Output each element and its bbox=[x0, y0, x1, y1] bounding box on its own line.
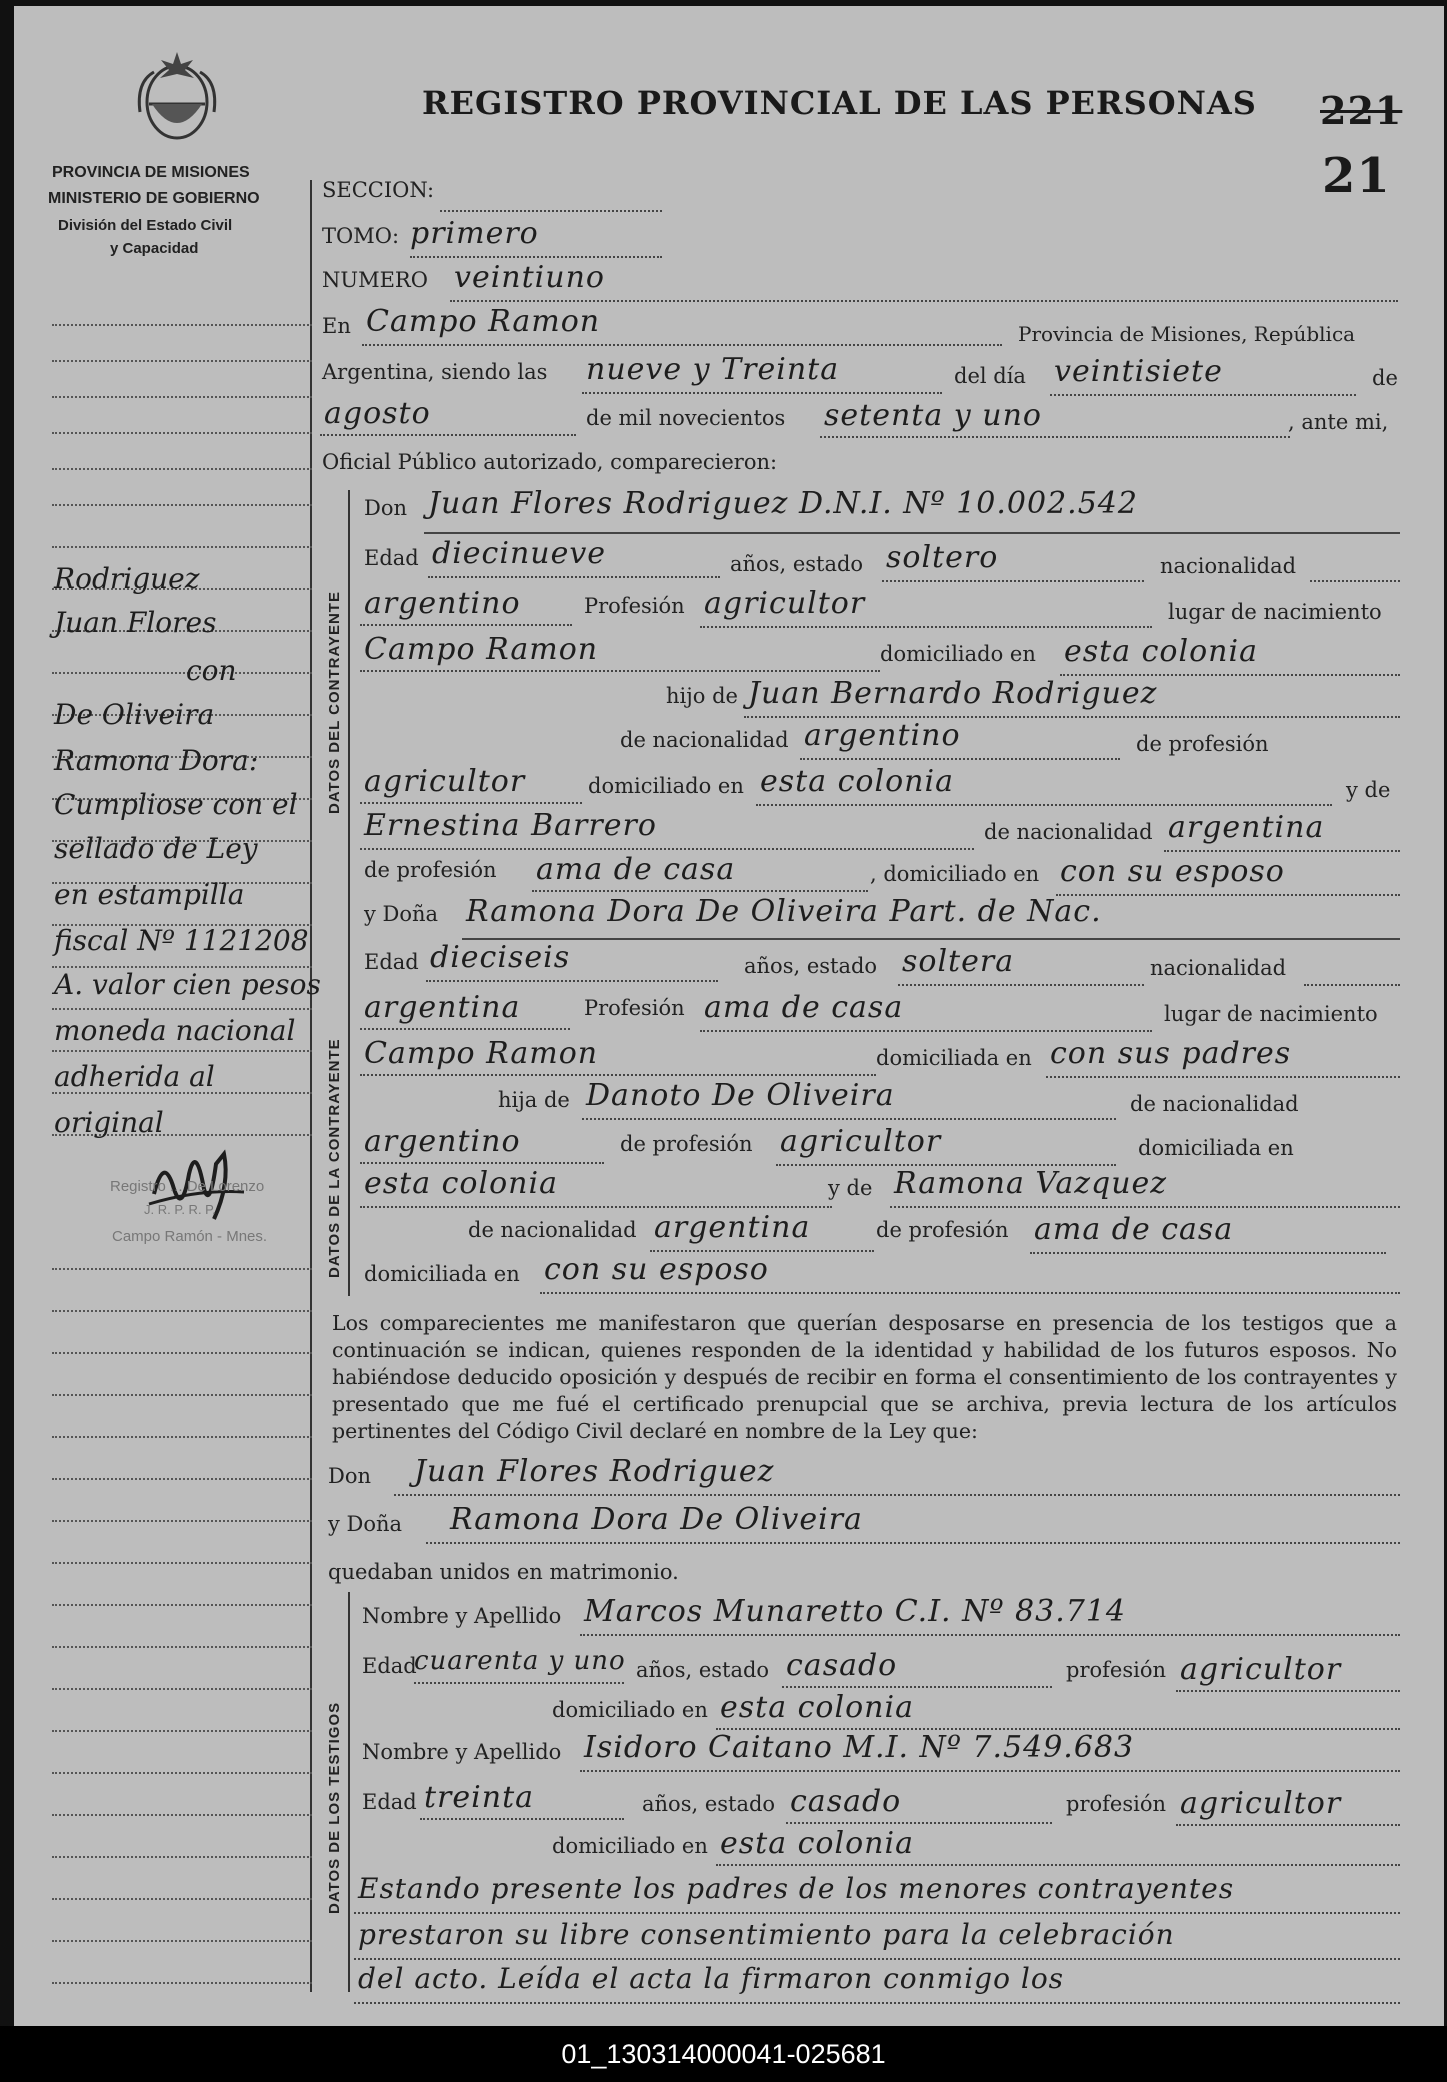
w2-dom-value: esta colonia bbox=[720, 1826, 914, 1861]
decl-closing: quedaban unidos en matrimonio. bbox=[328, 1560, 679, 1584]
bride-domicile-value: con sus padres bbox=[1050, 1036, 1292, 1071]
margin-line bbox=[52, 1604, 312, 1606]
groom-mother-prof-line bbox=[532, 890, 868, 892]
groom-section-divider bbox=[348, 490, 350, 956]
margin-note-line: Cumpliose con el bbox=[54, 788, 298, 821]
bride-mother-dom-value: con su esposo bbox=[544, 1252, 769, 1287]
w2-profesion-label: profesión bbox=[1066, 1792, 1166, 1816]
margin-note-line: Ramona Dora: bbox=[54, 744, 259, 777]
groom-domiciliado-label: domiciliado en bbox=[880, 642, 1036, 666]
bride-nacionalidad-line bbox=[1304, 984, 1400, 986]
bride-lugar-label: lugar de nacimiento bbox=[1164, 1002, 1378, 1026]
record-number: 21 bbox=[1322, 148, 1391, 204]
province-label: PROVINCIA DE MISIONES bbox=[52, 164, 250, 181]
bride-anios-estado: años, estado bbox=[744, 954, 878, 978]
w2-estado-value: casado bbox=[790, 1784, 902, 1819]
bride-estado-line bbox=[898, 984, 1144, 986]
year-value: setenta y uno bbox=[824, 398, 1042, 433]
groom-age-value: diecinueve bbox=[432, 536, 607, 571]
margin-line bbox=[52, 1394, 312, 1396]
w1-name-line bbox=[580, 1634, 1400, 1636]
w1-age-value: cuarenta y uno bbox=[414, 1646, 626, 1676]
division-label-1: División del Estado Civil bbox=[58, 217, 233, 234]
bride-section-divider bbox=[348, 944, 350, 1296]
hour-field-line bbox=[582, 392, 942, 394]
bride-father-dom-value: esta colonia bbox=[364, 1166, 558, 1201]
bride-nationality-value: argentina bbox=[364, 990, 521, 1025]
bride-nationality-line bbox=[360, 1028, 570, 1030]
groom-father-nat-label: de nacionalidad bbox=[620, 728, 789, 752]
crossed-number: 221 bbox=[1320, 88, 1403, 133]
bride-domiciliada-label: domiciliada en bbox=[876, 1046, 1032, 1070]
w2-edad-label: Edad bbox=[362, 1790, 417, 1814]
argentina-text: Argentina, siendo las bbox=[322, 360, 548, 384]
division-label-2: y Capacidad bbox=[110, 240, 199, 257]
bride-age-value: dieciseis bbox=[430, 940, 571, 975]
groom-nationality-line bbox=[360, 624, 572, 626]
seccion-label: SECCION: bbox=[322, 178, 435, 202]
bride-mother-prof-value: ama de casa bbox=[1034, 1212, 1234, 1247]
bride-profesion-label: Profesión bbox=[584, 996, 685, 1020]
margin-line bbox=[52, 1646, 312, 1648]
bride-father-prof-label: de profesión bbox=[620, 1132, 753, 1156]
margin-line bbox=[52, 504, 312, 506]
w2-estado-line bbox=[786, 1822, 1052, 1824]
margin-note-line: en estampilla bbox=[54, 878, 245, 911]
groom-anios-estado: años, estado bbox=[730, 552, 864, 576]
margin-line bbox=[52, 1352, 312, 1354]
bride-dona-label: y Doña bbox=[364, 902, 439, 926]
en-label: En bbox=[322, 314, 351, 338]
groom-mother-nat-value: argentina bbox=[1168, 810, 1325, 845]
stamp-line: J. R. P. R. P. bbox=[144, 1202, 216, 1217]
numero-value: veintiuno bbox=[454, 260, 605, 295]
groom-estado-line bbox=[882, 580, 1144, 582]
w1-name-value: Marcos Munaretto C.I. Nº 83.714 bbox=[584, 1594, 1126, 1629]
bride-profession-value: ama de casa bbox=[704, 990, 904, 1025]
groom-mother-dom-line bbox=[1056, 894, 1400, 896]
bride-estado-value: soltera bbox=[902, 944, 1015, 979]
groom-mother-nat-line bbox=[1164, 850, 1400, 852]
bride-father-nat-value: argentino bbox=[364, 1124, 521, 1159]
groom-father-prof-label: de profesión bbox=[1136, 732, 1269, 756]
bride-father-prof-value: agricultor bbox=[780, 1124, 942, 1159]
w2-name-value: Isidoro Caitano M.I. Nº 7.549.683 bbox=[584, 1730, 1135, 1765]
numero-field-line bbox=[450, 300, 1398, 302]
closing-line: prestaron su libre consentimiento para la celebración bbox=[358, 1918, 1175, 1951]
ante-mi-label: , ante mi, bbox=[1288, 410, 1389, 434]
w1-dom-value: esta colonia bbox=[720, 1690, 914, 1725]
margin-note-line: A. valor cien pesos bbox=[54, 968, 321, 1001]
closing-line-rule bbox=[354, 1958, 1400, 1960]
groom-domicile-value: esta colonia bbox=[1064, 634, 1258, 669]
w1-anios-estado: años, estado bbox=[636, 1658, 770, 1682]
margin-note-line: sellado de Ley bbox=[54, 832, 258, 865]
margin-line bbox=[52, 1310, 312, 1312]
w1-profession-line bbox=[1176, 1690, 1400, 1692]
margin-note-line: moneda nacional bbox=[54, 1014, 296, 1047]
hour-value: nueve y Treinta bbox=[586, 352, 840, 387]
margin-line bbox=[52, 546, 312, 548]
bride-father-dom-line bbox=[360, 1206, 832, 1208]
decl-dona-value: Ramona Dora De Oliveira bbox=[450, 1502, 863, 1537]
bride-father-nat-label: de nacionalidad bbox=[1130, 1092, 1299, 1116]
w2-age-line bbox=[420, 1818, 624, 1820]
bride-mother-nat-label: de nacionalidad bbox=[468, 1218, 637, 1242]
groom-profesion-label: Profesión bbox=[584, 594, 685, 618]
bride-father-dom-label: domiciliada en bbox=[1138, 1136, 1294, 1160]
bride-name-line bbox=[462, 938, 1400, 940]
bride-mother-line bbox=[890, 1206, 1400, 1208]
bride-name-value: Ramona Dora De Oliveira Part. de Nac. bbox=[466, 894, 1102, 929]
closing-line: Estando presente los padres de los menores contrayentes bbox=[358, 1872, 1235, 1905]
groom-father-dom-value: esta colonia bbox=[760, 764, 954, 799]
groom-section-label: DATOS DEL CONTRAYENTE bbox=[326, 591, 343, 814]
decl-don-label: Don bbox=[328, 1464, 372, 1488]
margin-line bbox=[52, 1772, 312, 1774]
margin-line bbox=[52, 360, 312, 362]
day-value: veintisiete bbox=[1054, 354, 1223, 389]
groom-father-prof-value: agricultor bbox=[364, 764, 526, 799]
groom-father-nat-value: argentino bbox=[804, 718, 961, 753]
margin-note-line: Rodriguez bbox=[54, 562, 200, 595]
closing-line-rule bbox=[354, 2002, 1400, 2004]
tomo-label: TOMO: bbox=[322, 224, 400, 248]
page-title: REGISTRO PROVINCIAL DE LAS PERSONAS bbox=[422, 84, 1257, 122]
w1-dom-label: domiciliado en bbox=[552, 1698, 708, 1722]
margin-note-line: adherida al bbox=[54, 1060, 215, 1093]
groom-lugar-label: lugar de nacimiento bbox=[1168, 600, 1382, 624]
margin-line bbox=[52, 1688, 312, 1690]
bride-edad-label: Edad bbox=[364, 950, 419, 974]
margin-line bbox=[52, 1268, 312, 1270]
groom-birthplace-value: Campo Ramon bbox=[364, 632, 599, 667]
coat-of-arms-icon bbox=[132, 42, 222, 152]
w1-name-label: Nombre y Apellido bbox=[362, 1604, 562, 1628]
groom-mother-prof-value: ama de casa bbox=[536, 852, 736, 887]
bride-mother-prof-line bbox=[1030, 1252, 1386, 1254]
tomo-value: primero bbox=[410, 216, 539, 251]
margin-line bbox=[52, 1898, 312, 1900]
margin-line bbox=[52, 672, 312, 674]
groom-mother-line bbox=[360, 848, 974, 850]
margin-line bbox=[52, 1520, 312, 1522]
groom-name-line bbox=[424, 532, 1400, 534]
groom-edad-label: Edad bbox=[364, 546, 419, 570]
w1-estado-line bbox=[782, 1686, 1052, 1688]
stamp-line: Campo Ramón - Mnes. bbox=[112, 1228, 268, 1245]
bride-hija-label: hija de bbox=[498, 1088, 570, 1112]
year-field-line bbox=[820, 436, 1290, 438]
margin-line bbox=[52, 1436, 312, 1438]
groom-father-prof-line bbox=[360, 802, 582, 804]
groom-nacionalidad-line bbox=[1310, 580, 1400, 582]
bride-father-value: Danoto De Oliveira bbox=[586, 1078, 895, 1113]
w2-profession-value: agricultor bbox=[1180, 1786, 1342, 1821]
groom-birthplace-line bbox=[360, 670, 880, 672]
groom-mother-dom-label: , domiciliado en bbox=[870, 862, 1040, 886]
margin-note-line: original bbox=[54, 1106, 164, 1139]
w2-dom-label: domiciliado en bbox=[552, 1834, 708, 1858]
groom-profession-value: agricultor bbox=[704, 586, 866, 621]
month-field-line bbox=[320, 434, 576, 436]
ministry-label: MINISTERIO DE GOBIERNO bbox=[48, 190, 260, 207]
margin-line bbox=[52, 1050, 312, 1052]
decl-dona-line bbox=[426, 1542, 1400, 1544]
witness-section-label: DATOS DE LOS TESTIGOS bbox=[326, 1701, 343, 1914]
document-page bbox=[14, 6, 1444, 2026]
groom-nationality-value: argentino bbox=[364, 586, 521, 621]
groom-don-label: Don bbox=[364, 496, 408, 520]
groom-father-value: Juan Bernardo Rodriguez bbox=[748, 676, 1158, 711]
margin-line bbox=[52, 1562, 312, 1564]
margin-divider bbox=[310, 180, 312, 1992]
bride-father-nat-line bbox=[360, 1162, 604, 1164]
w2-dom-line bbox=[716, 1864, 1400, 1866]
provincia-text: Provincia de Misiones, República bbox=[1018, 322, 1356, 346]
closing-line: del acto. Leída el acta la firmaron conmigo los bbox=[358, 1962, 1065, 1995]
footer-id: 01_130314000041-025681 bbox=[0, 2026, 1447, 2082]
closing-line-rule bbox=[354, 1912, 1400, 1914]
declaration-text: Los comparecientes me manifestaron que querían desposarse en presencia de los testigos que a continuación se indican, quienes responden de la identidad y habilidad de los futuros esposos. No habiéndose deducido oposición y después de recibir en forma el consentimiento de los contrayentes y presentado que me fué el certificado prenupcial que se archiva, previa lectura de los artículos pertinentes del Código Civil declaré en nombre de la Ley que: bbox=[332, 1311, 1397, 1443]
bride-age-line bbox=[426, 980, 718, 982]
groom-father-dom-label: domiciliado en bbox=[588, 774, 744, 798]
margin-note-line: Juan Flores bbox=[54, 606, 217, 639]
w2-name-line bbox=[580, 1770, 1400, 1772]
bride-profession-line bbox=[700, 1030, 1152, 1032]
bride-mother-value: Ramona Vazquez bbox=[894, 1166, 1168, 1201]
margin-line bbox=[52, 1478, 312, 1480]
seccion-field-line bbox=[440, 210, 662, 212]
groom-nacionalidad-label: nacionalidad bbox=[1160, 554, 1297, 578]
groom-mother-value: Ernestina Barrero bbox=[364, 808, 657, 843]
tomo-field-line bbox=[410, 256, 662, 258]
groom-mother-prof-label: de profesión bbox=[364, 858, 497, 882]
margin-line bbox=[52, 1982, 312, 1984]
bride-domicile-line bbox=[1046, 1076, 1400, 1078]
groom-estado-value: soltero bbox=[886, 540, 999, 575]
groom-y-de-label: y de bbox=[1346, 778, 1391, 802]
bride-section-label: DATOS DE LA CONTRAYENTE bbox=[326, 1038, 343, 1278]
decl-don-value: Juan Flores Rodriguez bbox=[414, 1454, 775, 1489]
bride-birthplace-value: Campo Ramon bbox=[364, 1036, 599, 1071]
margin-line bbox=[52, 468, 312, 470]
bride-mother-dom-line bbox=[540, 1292, 1400, 1294]
w1-estado-value: casado bbox=[786, 1648, 898, 1683]
bride-father-line bbox=[582, 1118, 1116, 1120]
groom-age-line bbox=[428, 576, 720, 578]
groom-mother-dom-value: con su esposo bbox=[1060, 854, 1285, 889]
margin-line bbox=[52, 1814, 312, 1816]
bride-y-de-label: y de bbox=[828, 1176, 873, 1200]
de-label: de bbox=[1372, 366, 1398, 390]
margin-line bbox=[52, 396, 312, 398]
w1-profession-value: agricultor bbox=[1180, 1652, 1342, 1687]
w2-profession-line bbox=[1176, 1824, 1400, 1826]
bride-mother-prof-label: de profesión bbox=[876, 1218, 1009, 1242]
w1-profesion-label: profesión bbox=[1066, 1658, 1166, 1682]
de-mil-label: de mil novecientos bbox=[586, 406, 786, 430]
w1-edad-label: Edad bbox=[362, 1654, 417, 1678]
bride-birthplace-line bbox=[360, 1074, 876, 1076]
place-field-line bbox=[362, 344, 1002, 346]
del-dia-label: del día bbox=[954, 364, 1026, 388]
numero-label: NUMERO bbox=[322, 268, 428, 292]
w2-age-value: treinta bbox=[424, 1780, 535, 1815]
margin-line bbox=[52, 1856, 312, 1858]
groom-father-dom-line bbox=[756, 804, 1332, 806]
decl-don-line bbox=[394, 1494, 1400, 1496]
w1-age-line bbox=[414, 1682, 624, 1684]
witness-section-divider bbox=[348, 1592, 350, 1992]
groom-hijo-label: hijo de bbox=[666, 684, 738, 708]
groom-name-value: Juan Flores Rodriguez D.N.I. Nº 10.002.542 bbox=[428, 486, 1138, 521]
w2-anios-estado: años, estado bbox=[642, 1792, 776, 1816]
margin-note-line: De Oliveira bbox=[54, 698, 215, 731]
margin-line bbox=[52, 1730, 312, 1732]
decl-dona-label: y Doña bbox=[328, 1512, 403, 1536]
groom-mother-nat-label: de nacionalidad bbox=[984, 820, 1153, 844]
margin-line bbox=[52, 1940, 312, 1942]
oficial-text: Oficial Público autorizado, comparecieron: bbox=[322, 450, 778, 474]
month-value: agosto bbox=[324, 396, 431, 431]
day-field-line bbox=[1050, 394, 1356, 396]
stamp-line: Registro ... De Lorenzo bbox=[110, 1178, 265, 1195]
margin-line bbox=[52, 1008, 312, 1010]
margin-note-line: fiscal Nº 1121208 bbox=[54, 924, 309, 957]
bride-nacionalidad-label: nacionalidad bbox=[1150, 956, 1287, 980]
margin-note-line: con bbox=[186, 654, 237, 687]
bride-mother-dom-label: domiciliada en bbox=[364, 1262, 520, 1286]
groom-father-nat-line bbox=[800, 758, 1120, 760]
margin-line bbox=[52, 432, 312, 434]
groom-profession-line bbox=[700, 626, 1152, 628]
w2-name-label: Nombre y Apellido bbox=[362, 1740, 562, 1764]
margin-line bbox=[52, 324, 312, 326]
place-value: Campo Ramon bbox=[366, 304, 601, 339]
bride-mother-nat-value: argentina bbox=[654, 1210, 811, 1245]
